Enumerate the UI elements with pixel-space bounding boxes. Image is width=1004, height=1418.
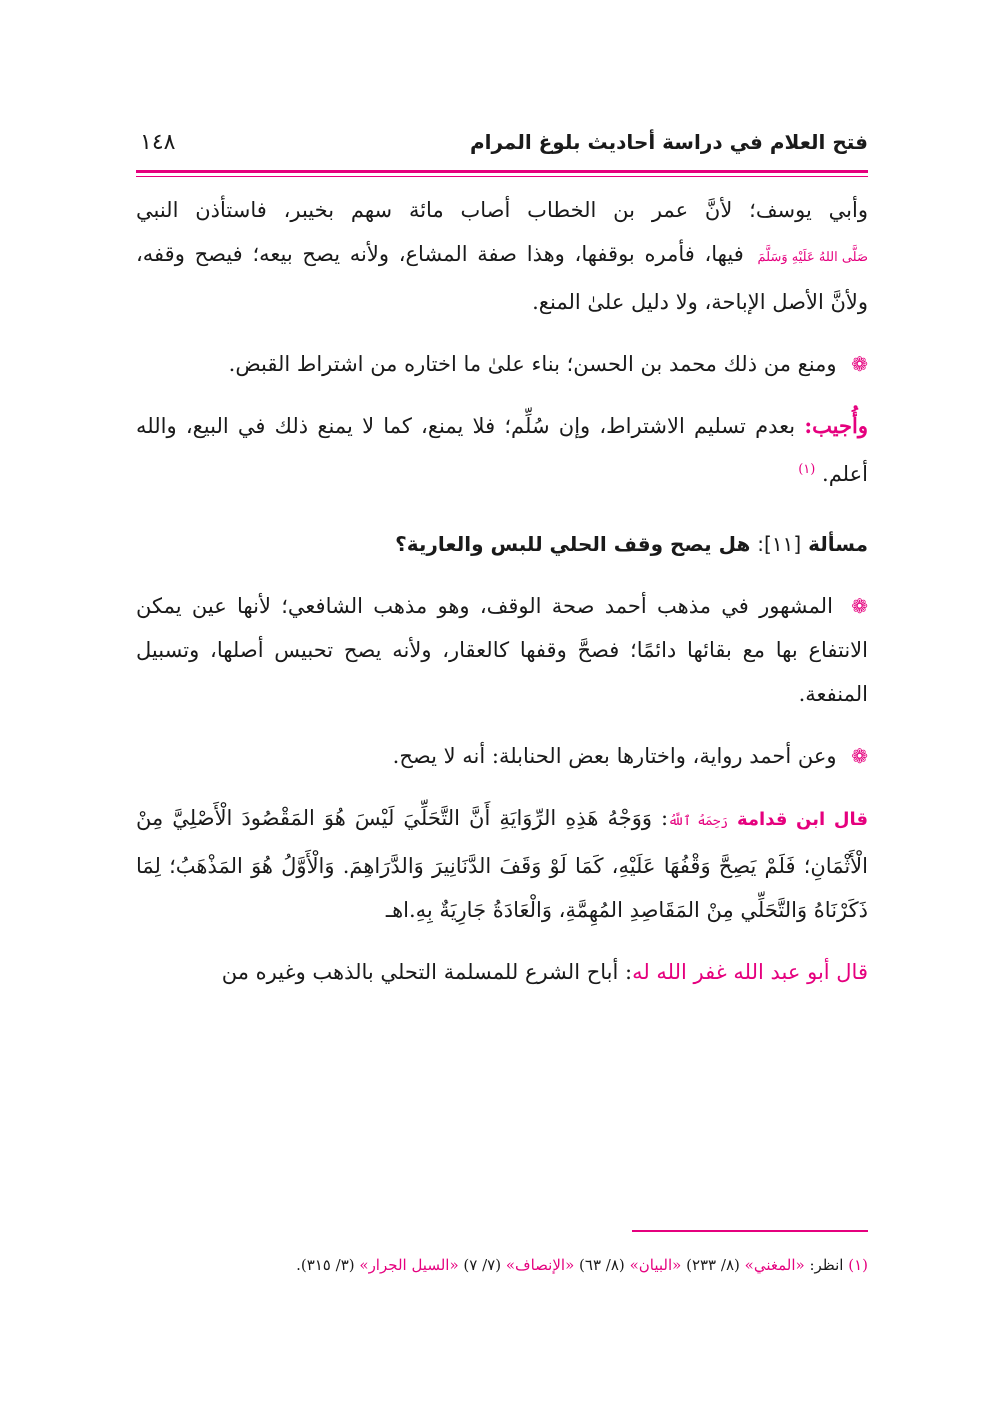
footnote-reference: (١) (798, 462, 816, 477)
salawat-calligraphy-icon: صَلَّى اللهُ عَلَيْهِ وَسَلَّمَ (757, 250, 868, 265)
footnote-source-2: «البيان» (629, 1256, 682, 1274)
running-title: فتح العلام في دراسة أحاديث بلوغ المرام (469, 130, 868, 154)
paragraph-5-text: وعن أحمد رواية، واختارها بعض الحنابلة: أنه لا يصح. (392, 744, 837, 768)
header-rule-thin (136, 176, 868, 177)
footnote-ref-4: (٣/ ٣١٥). (296, 1256, 355, 1274)
footnote-source-4: «السيل الجرار» (359, 1256, 459, 1274)
paragraph-4 (136, 584, 868, 716)
issue-question: هل يصح وقف الحلي للبس والعارية؟ (395, 532, 751, 556)
paragraph-1 (136, 188, 868, 324)
quote-text: : وَوَجْهُ هَذِهِ الرِّوَايَةِ أَنَّ التَّحَلِّيَ لَيْسَ هُوَ المَقْصُودَ الْأَصْلِيَّ مِنْ الْأَثْمَانِ؛ فَلَمْ يَصِحَّ وَقْفُهَا عَلَيْهِ، كَمَا لَوْ وَقَفَ الدَّنَانِيرَ وَالدَّرَاهِمَ. وَالْأَوَّلُ هُوَ المَذْهَبُ؛ لِمَا ذَكَرْنَاهُ وَالتَّحَلِّي مِنْ المَقَاصِدِ المُهِمَّةِ، وَالْعَادَةُ جَارِيَةٌ بِهِ.اهـ (136, 806, 868, 922)
ibn-qudama-quote (136, 796, 868, 932)
quote-speaker: قال ابن قدامة (737, 809, 868, 830)
footnote-lead: انظر: (809, 1256, 844, 1274)
paragraph-3 (136, 404, 868, 496)
paragraph-2-text: ومنع من ذلك محمد بن الحسن؛ بناء علىٰ ما اختاره من اشتراط القبض. (228, 352, 837, 376)
footnote-ref-1: (٨/ ٢٣٣) (686, 1256, 740, 1274)
body-text (136, 188, 868, 994)
paragraph-6 (136, 950, 868, 994)
footnote-marker: (١) (848, 1256, 868, 1274)
footnote-source-1: «المغني» (744, 1256, 805, 1274)
paragraph-4-text: المشهور في مذهب أحمد صحة الوقف، وهو مذهب الشافعي؛ لأنها عين يمكن الانتفاع بها مع بقائها دائمًا؛ فصحَّ وقفها كالعقار، ولأنه يصح تحبيس أصلها، وتسبيل المنفعة. (136, 594, 868, 706)
author-speaker: قال أبو عبد الله غفر الله له (632, 960, 868, 984)
paragraph-2 (136, 342, 868, 386)
footnote-source-3: «الإنصاف» (505, 1256, 575, 1274)
mercy-invocation: رَحِمَهُ ٱللَّهُ (668, 814, 728, 829)
page-number: ١٤٨ (140, 130, 176, 155)
flower-ornament-icon: ❁ (851, 744, 868, 768)
issue-heading (136, 522, 868, 566)
issue-label: مسألة (808, 532, 868, 556)
paragraph-3-text: بعدم تسليم الاشتراط، وإن سُلِّم؛ فلا يمنع، كما لا يمنع ذلك في البيع، والله أعلم. (136, 414, 868, 486)
flower-ornament-icon: ❁ (851, 352, 868, 376)
paragraph-6-text: : أباح الشرع للمسلمة التحلي بالذهب وغيره من (221, 960, 633, 984)
paragraph-1-text-after: فيها، فأمره بوقفها، وهذا صفة المشاع، ولأنه يصح بيعه؛ فيصح وقفه، ولأنَّ الأصل الإباحة، ولا دليل علىٰ المنع. (136, 242, 868, 314)
footnote-ref-3: (٧/ ٧) (463, 1256, 502, 1274)
paragraph-5 (136, 734, 868, 778)
footnote-ref-2: (٨/ ٦٣) (579, 1256, 625, 1274)
footnote-rule (632, 1230, 868, 1232)
footnote (136, 1252, 868, 1278)
paragraph-1-text-before: وأبي يوسف؛ لأنَّ عمر بن الخطاب أصاب مائة سهم بخيبر، فاستأذن النبي (136, 198, 868, 222)
flower-ornament-icon: ❁ (851, 594, 868, 618)
answer-label: وأُجيب: (804, 413, 868, 438)
issue-number: [١١]: (757, 532, 802, 556)
page-header (136, 122, 868, 168)
header-rule-thick (136, 170, 868, 173)
